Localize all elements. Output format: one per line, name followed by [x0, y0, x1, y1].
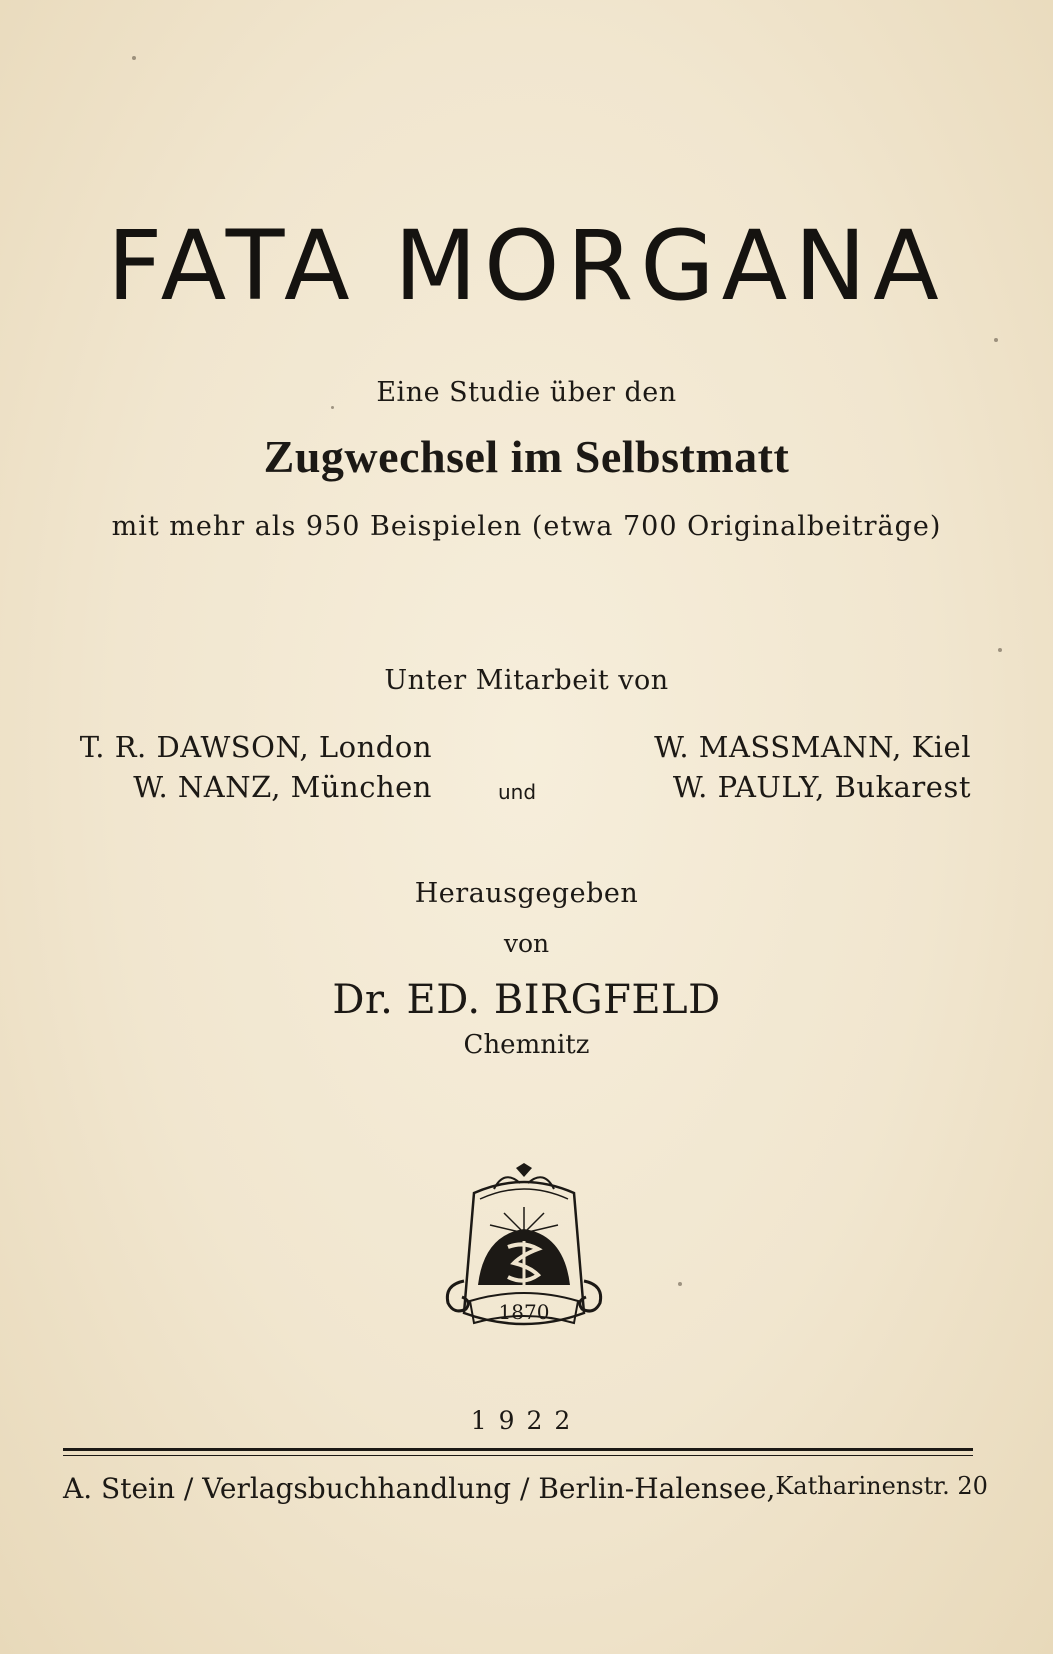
imprint — [63, 1472, 988, 1505]
contributor-dawson: T. R. DAWSON, London — [79, 730, 432, 764]
book-title: FATA MORGANA — [107, 210, 946, 322]
publisher-emblem — [444, 1163, 604, 1349]
paper-speck — [132, 56, 136, 60]
divider-rule — [63, 1448, 973, 1451]
contributor-massmann: W. MASSMANN, Kiel — [654, 730, 971, 764]
imprint-publisher: A. Stein / Verlagsbuchhandlung / Berlin-Halensee, — [63, 1472, 776, 1505]
publication-year: 1922 — [470, 1406, 583, 1435]
imprint-address: Katharinenstr. 20 — [775, 1472, 988, 1500]
editor-city: Chemnitz — [463, 1030, 590, 1060]
edited-label: Herausgegeben — [414, 878, 639, 909]
subtitle-line-1: Eine Studie über den — [376, 377, 677, 408]
collaboration-heading: Unter Mitarbeit von — [384, 665, 669, 696]
contributor-pauly: W. PAULY, Bukarest — [672, 770, 971, 804]
subtitle-main: Zugwechsel im Selbstmatt — [263, 431, 790, 482]
paper-speck — [678, 1282, 682, 1286]
von-label: von — [503, 929, 550, 958]
emblem-year: 1870 — [498, 1300, 550, 1324]
divider-rule-thin — [63, 1455, 973, 1456]
paper-speck — [998, 648, 1002, 652]
subtitle-line-3: mit mehr als 950 Beispielen (etwa 700 Originalbeiträge) — [111, 511, 942, 542]
editor-name: Dr. ED. BIRGFELD — [332, 977, 721, 1023]
conjunction-und: und — [498, 780, 537, 804]
paper-speck — [994, 338, 998, 342]
contributor-nanz: W. NANZ, München — [133, 770, 432, 804]
